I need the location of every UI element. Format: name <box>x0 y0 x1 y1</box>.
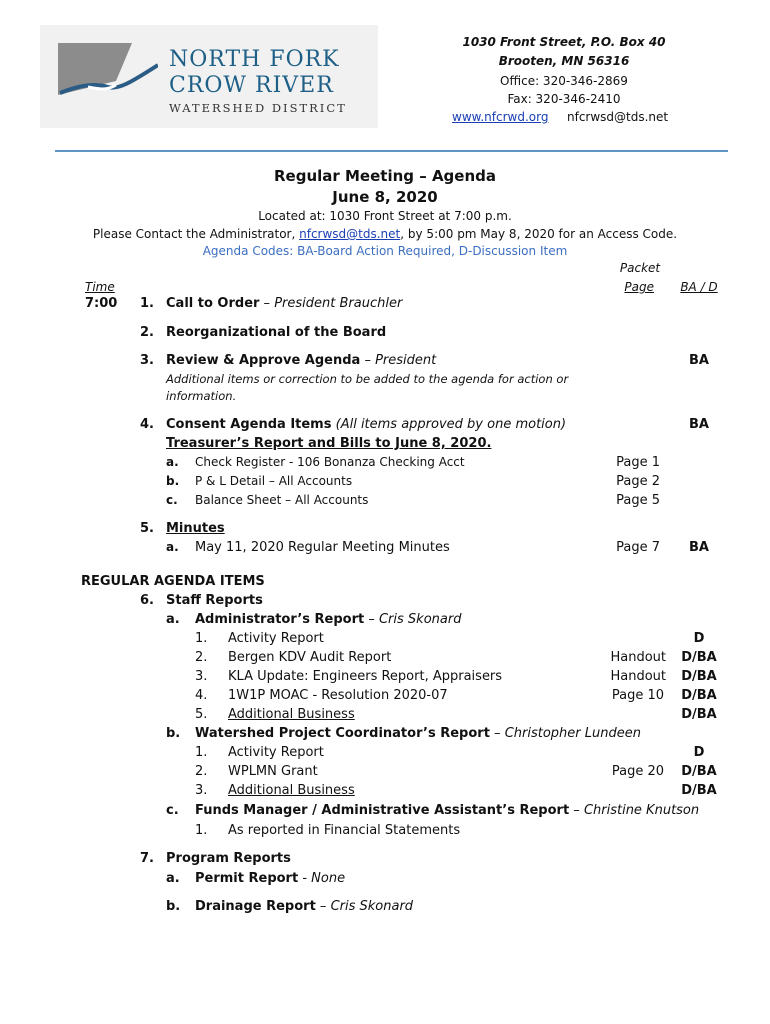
item5-title: Minutes <box>166 521 225 536</box>
item6c-sep: – <box>569 803 584 818</box>
item1-who: President Brauchler <box>274 296 403 311</box>
item7b-who: Cris Skonard <box>330 899 414 914</box>
col-bad-label: BA / D <box>680 280 718 294</box>
address-line2: Brooten, MN 56316 <box>498 54 630 68</box>
item6a1-num: 1. <box>195 631 208 646</box>
item4b-page: Page 2 <box>616 474 660 489</box>
page-title: Regular Meeting – Agenda <box>273 167 497 185</box>
item4c-letter: c. <box>166 493 178 507</box>
item3-note-line1: Additional items or correction to be added to the agenda for action or <box>166 372 569 386</box>
item4-title: Consent Agenda Items <box>166 417 332 432</box>
item3-title: Review & Approve Agenda <box>166 353 361 368</box>
item3-who: President <box>375 353 437 368</box>
item7-title: Program Reports <box>166 851 291 866</box>
item6a3-text: KLA Update: Engineers Report, Appraisers <box>228 669 503 684</box>
item7-number: 7. <box>140 851 154 866</box>
item6a2-text: Bergen KDV Audit Report <box>228 650 392 665</box>
meeting-date: June 8, 2020 <box>332 188 438 206</box>
item5-number: 5. <box>140 521 154 536</box>
item4b-text: P & L Detail – All Accounts <box>195 474 353 488</box>
item6b-title: Watershed Project Coordinator’s Report <box>195 726 490 741</box>
item6a4-num: 4. <box>195 688 208 703</box>
contact-pre: Please Contact the Administrator, <box>92 227 300 241</box>
item6b-heading <box>195 726 641 741</box>
item6b2-num: 2. <box>195 764 208 779</box>
access-contact <box>0 227 770 241</box>
item6b3-text: Additional Business <box>228 783 355 798</box>
item6a2-page: Handout <box>610 650 666 665</box>
item6a3-page: Handout <box>610 669 666 684</box>
item6b1-num: 1. <box>195 745 208 760</box>
item1-call-to-order <box>166 296 402 311</box>
col-packet-label: Packet <box>619 261 661 275</box>
contact-post: , by 5:00 pm May 8, 2020 for an Access Code. <box>400 227 678 241</box>
col-time-label: Time <box>85 280 115 294</box>
item6c-who: Christine Knutson <box>583 803 700 818</box>
item4-paren: (All items approved by one motion) <box>331 417 567 432</box>
item6a5-num: 5. <box>195 707 208 722</box>
item4-number: 4. <box>140 417 154 432</box>
district-logo <box>40 25 378 128</box>
item1-time: 7:00 <box>85 296 118 311</box>
item6a5-text: Additional Business <box>228 707 355 722</box>
item6a4-text: 1W1P MOAC - Resolution 2020-07 <box>228 688 448 703</box>
item3-number: 3. <box>140 353 154 368</box>
item6a3-code: D/BA <box>681 669 717 684</box>
contact-email-link[interactable]: nfcrwsd@tds.net <box>299 227 401 241</box>
item6c-heading <box>195 803 699 818</box>
item7b-letter: b. <box>166 899 181 914</box>
item2-title: Reorganizational of the Board <box>166 325 387 340</box>
item4-consent-agenda <box>166 417 566 432</box>
item3-note-line2: information. <box>166 389 237 403</box>
item6a1-code: D <box>693 631 705 646</box>
item6c-title: Funds Manager / Administrative Assistant’s Report <box>195 803 570 818</box>
item1-number: 1. <box>140 296 154 311</box>
item6b-who: Christopher Lundeen <box>504 726 641 741</box>
item6b3-code: D/BA <box>681 783 717 798</box>
item4c-text: Balance Sheet – All Accounts <box>195 493 369 507</box>
org-name-line2: CROW RIVER <box>169 73 334 98</box>
item6a-title: Administrator’s Report <box>195 612 365 627</box>
item6-number: 6. <box>140 593 154 608</box>
item6a3-num: 3. <box>195 669 208 684</box>
item4a-page: Page 1 <box>616 455 660 470</box>
office-phone: Office: 320-346-2869 <box>500 74 628 88</box>
item4-treasurer-report: Treasurer’s Report and Bills to June 8, 2020. <box>166 436 492 451</box>
item4a-letter: a. <box>166 455 179 469</box>
item6b1-code: D <box>693 745 705 760</box>
item3-sep: – <box>360 353 376 368</box>
header-email: nfcrwsd@tds.net <box>567 110 669 124</box>
meeting-location: Located at: 1030 Front Street at 7:00 p.m. <box>258 209 512 223</box>
item6a-heading <box>195 612 461 627</box>
header-divider <box>55 150 728 152</box>
item6c-letter: c. <box>166 803 179 818</box>
item6c1-num: 1. <box>195 823 208 838</box>
item6a4-code: D/BA <box>681 688 717 703</box>
org-name-line1: NORTH FORK <box>169 47 340 72</box>
item6a2-num: 2. <box>195 650 208 665</box>
item4c-page: Page 5 <box>616 493 660 508</box>
item7a-title: Permit Report <box>195 871 299 886</box>
item7b-title: Drainage Report <box>195 899 316 914</box>
address-line1: 1030 Front Street, P.O. Box 40 <box>462 35 666 49</box>
item6c1-text: As reported in Financial Statements <box>228 823 461 838</box>
item7a-who: None <box>311 871 346 886</box>
item1-sep: – <box>259 296 275 311</box>
item5a-page: Page 7 <box>616 540 660 555</box>
item6b-letter: b. <box>166 726 181 741</box>
item6a-who: Cris Skonard <box>378 612 462 627</box>
item3-approve-agenda <box>166 353 436 368</box>
item6b2-code: D/BA <box>681 764 717 779</box>
item6b2-page: Page 20 <box>611 764 664 779</box>
item5a-text: May 11, 2020 Regular Meeting Minutes <box>195 540 450 555</box>
item6a-letter: a. <box>166 612 180 627</box>
item6a4-page: Page 10 <box>611 688 664 703</box>
item7a-letter: a. <box>166 871 180 886</box>
item4-code: BA <box>689 417 709 432</box>
fax-number: Fax: 320-346-2410 <box>507 92 621 106</box>
item4b-letter: b. <box>166 474 180 488</box>
org-name-line3: WATERSHED DISTRICT <box>169 101 347 115</box>
item6b1-text: Activity Report <box>228 745 324 760</box>
item2-number: 2. <box>140 325 154 340</box>
item1-title: Call to Order <box>166 296 260 311</box>
website-link[interactable]: www.nfcrwd.org <box>452 110 549 124</box>
item6a1-text: Activity Report <box>228 631 324 646</box>
item6a-sep: – <box>364 612 379 627</box>
col-page-label: Page <box>624 280 654 294</box>
item4a-text: Check Register - 106 Bonanza Checking Acct <box>195 455 465 469</box>
item3-code: BA <box>689 353 709 368</box>
item6a5-code: D/BA <box>681 707 717 722</box>
item5a-letter: a. <box>166 540 179 554</box>
item7a-heading <box>195 871 345 886</box>
item6-title: Staff Reports <box>166 593 263 608</box>
item6a2-code: D/BA <box>681 650 717 665</box>
item7b-sep: – <box>315 899 331 914</box>
item6b-sep: – <box>489 726 505 741</box>
river-logo-icon <box>58 43 158 105</box>
agenda-codes: Agenda Codes: BA-Board Action Required, D-Discussion Item <box>202 244 568 258</box>
regular-heading: REGULAR AGENDA ITEMS <box>81 574 265 589</box>
item7a-sep: - <box>298 871 312 886</box>
item7b-heading <box>195 899 413 914</box>
item6b3-num: 3. <box>195 783 208 798</box>
item5a-code: BA <box>689 540 709 555</box>
item6b2-text: WPLMN Grant <box>228 764 318 779</box>
